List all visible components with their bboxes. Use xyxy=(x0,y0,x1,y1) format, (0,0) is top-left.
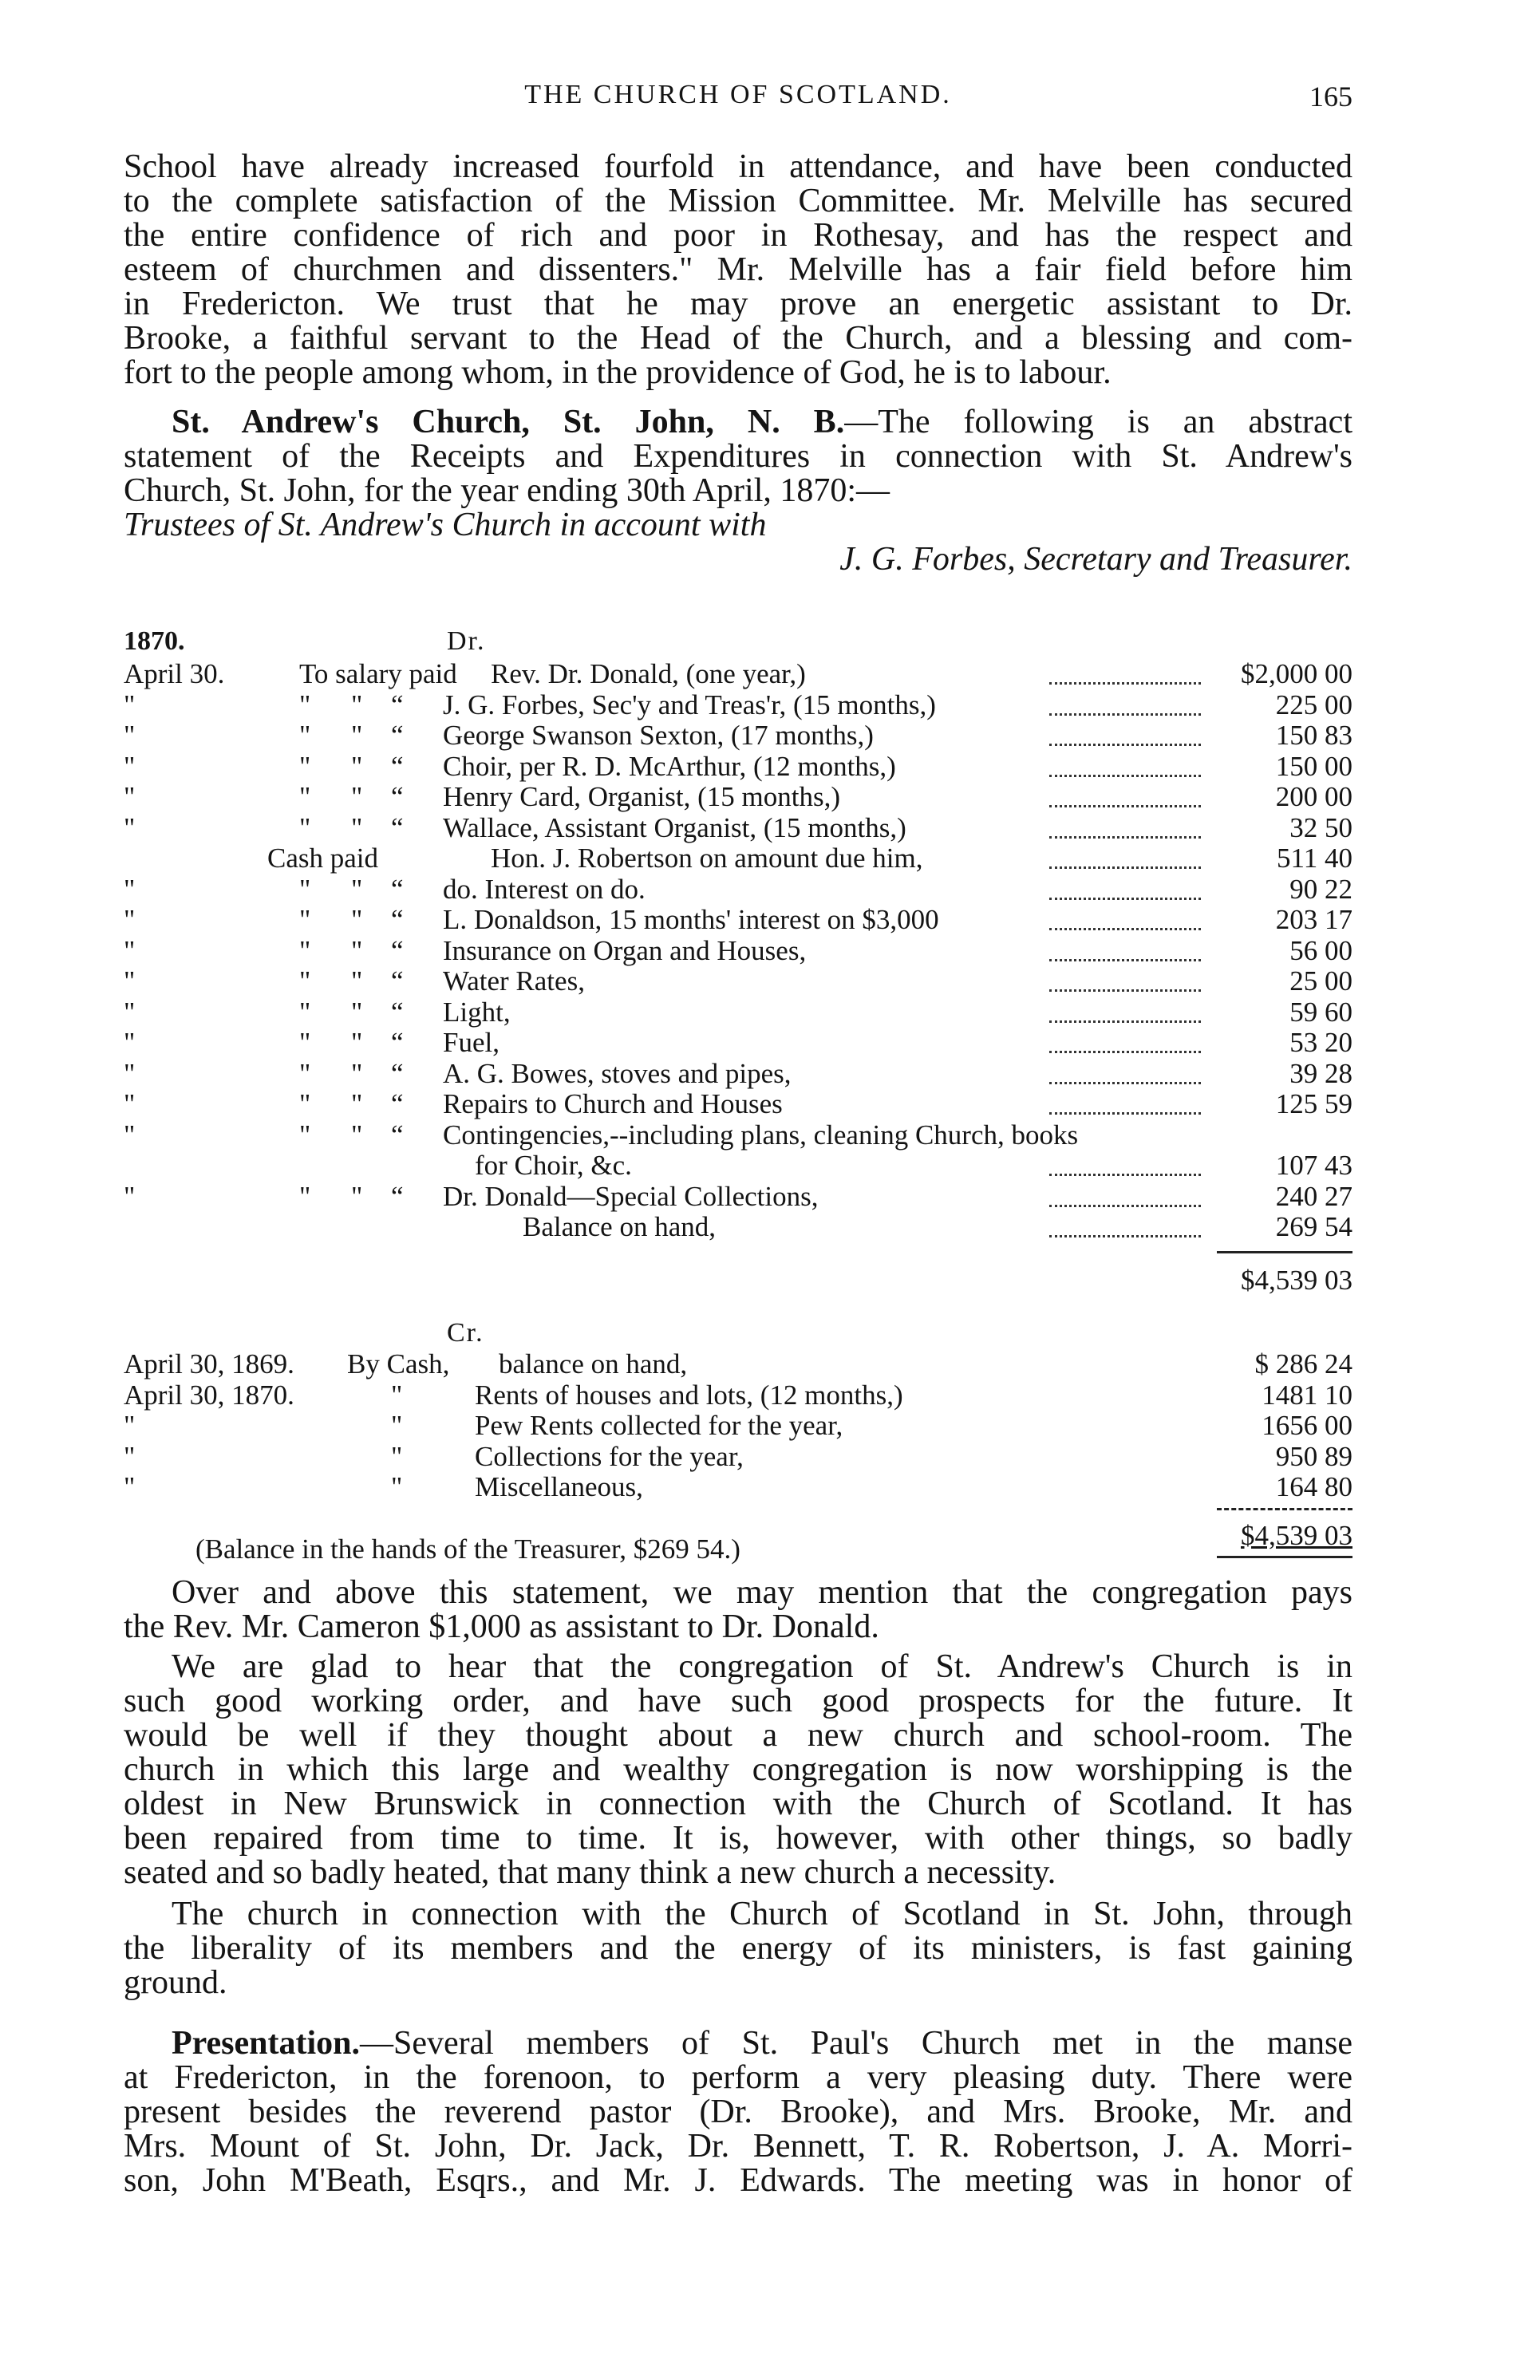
ledger-description: L. Donaldson, 15 months' interest on $3,000 xyxy=(443,904,939,935)
text-line: in Fredericton. We trust that he may prove an energetic assistant to Dr. xyxy=(124,286,1352,322)
ledger-row xyxy=(124,1027,1352,1057)
text-line: The church in connection with the Church of Scotland in St. John, through xyxy=(172,1896,1352,1932)
ditto-mark: " xyxy=(299,904,311,935)
dot-leader xyxy=(1049,1150,1201,1176)
ditto-mark: " xyxy=(299,750,311,782)
text-line: such good working order, and have such good prospects for the future. It xyxy=(124,1683,1352,1719)
total-rule xyxy=(1217,1251,1352,1253)
ledger-amount: 125 59 xyxy=(1275,1088,1352,1119)
ditto-mark: " xyxy=(351,781,363,812)
ledger-prefix: By Cash, xyxy=(347,1348,450,1379)
section-heading: St. Andrew's Church, St. John, N. B. xyxy=(172,404,845,440)
ledger-row xyxy=(124,1088,1352,1119)
ditto-mark: " xyxy=(299,996,311,1028)
ledger-description: Repairs to Church and Houses xyxy=(443,1088,783,1119)
ledger-date: " xyxy=(124,1180,136,1212)
dot-leader xyxy=(1049,781,1201,807)
text-line: been repaired from time to time. It is, however, with other things, so badly xyxy=(124,1820,1352,1857)
text-line xyxy=(124,2027,1352,2061)
ledger-description: George Swanson Sexton, (17 months,) xyxy=(443,720,874,751)
ledger-description: for Choir, &c. xyxy=(475,1150,632,1181)
ditto-mark: " xyxy=(299,689,311,720)
ledger-row xyxy=(124,1150,1352,1180)
ditto-mark: " xyxy=(299,1088,311,1119)
ledger-row xyxy=(124,781,1352,811)
dot-leader xyxy=(1049,935,1201,961)
balance-note: (Balance in the hands of the Treasurer, $269 54.) xyxy=(195,1533,740,1565)
text-line: seated and so badly heated, that many think a new church a necessity. xyxy=(124,1854,1056,1891)
section-heading: Presentation. xyxy=(172,2025,361,2062)
ledger-description: Contingencies,--including plans, cleaning Church, books xyxy=(443,1119,1079,1151)
ditto-mark: “ xyxy=(391,689,404,720)
ledger-row xyxy=(124,1348,1352,1379)
ledger-date: " xyxy=(124,1057,136,1089)
ledger-amount: 150 00 xyxy=(1275,750,1352,782)
intro-paragraph xyxy=(124,150,1352,390)
ditto-mark: “ xyxy=(391,1027,404,1058)
ledger-row xyxy=(124,1211,1352,1241)
ledger-amount: 39 28 xyxy=(1289,1057,1352,1089)
ditto-mark: " xyxy=(299,1119,311,1151)
ledger-row xyxy=(124,874,1352,904)
trustees-line: Trustees of St. Andrew's Church in account with xyxy=(124,507,767,543)
ditto-mark: " xyxy=(351,1088,363,1119)
ledger-row xyxy=(124,689,1352,720)
dot-leader xyxy=(1049,1088,1201,1115)
ledger-description: Light, xyxy=(443,996,511,1028)
ditto-mark: “ xyxy=(391,1088,404,1119)
over-paragraph xyxy=(124,1576,1352,1644)
debit-year: 1870. xyxy=(124,626,185,656)
ledger-date: April 30, 1869. xyxy=(124,1348,294,1379)
ditto-mark: " xyxy=(351,1057,363,1089)
ledger-description: Collections for the year, xyxy=(475,1440,744,1472)
ledger-amount: 511 40 xyxy=(1277,843,1352,874)
debit-total-row xyxy=(124,1265,1352,1295)
text-line: We are glad to hear that the congregation of St. Andrew's Church is in xyxy=(172,1648,1352,1685)
ledger-amount: 203 17 xyxy=(1275,904,1352,935)
dot-leader xyxy=(1049,1027,1201,1053)
ditto-mark: " xyxy=(351,965,363,997)
ledger-description: Water Rates, xyxy=(443,965,585,997)
ditto-mark: " xyxy=(299,720,311,751)
ledger-description: Henry Card, Organist, (15 months,) xyxy=(443,781,841,812)
dot-leader xyxy=(1049,1211,1201,1237)
ditto-mark: “ xyxy=(391,965,404,997)
ditto-mark: " xyxy=(351,1119,363,1151)
st-andrews-paragraph xyxy=(124,405,1352,577)
ditto-mark: “ xyxy=(391,1180,404,1212)
ledger-description: Pew Rents collected for the year, xyxy=(475,1410,843,1441)
text-line: present besides the reverend pastor (Dr. Brooke), and Mrs. Brooke, Mr. and xyxy=(124,2094,1352,2130)
ledger-row xyxy=(124,1058,1352,1088)
ditto-mark: “ xyxy=(391,781,404,812)
ledger-description: Balance on hand, xyxy=(523,1211,716,1242)
glad-paragraph xyxy=(124,1650,1352,1890)
ledger-row xyxy=(124,751,1352,781)
ditto-mark: " xyxy=(299,1180,311,1212)
ledger-amount: 90 22 xyxy=(1289,873,1352,905)
dot-leader xyxy=(1049,1181,1201,1207)
text-line: the liberality of its members and the energy of its ministers, is fast gaining xyxy=(124,1930,1352,1967)
ledger-description: Hon. J. Robertson on amount due him, xyxy=(491,843,923,874)
ledger-date: " xyxy=(124,1440,136,1472)
text-line: fort to the people among whom, in the providence of God, he is to labour. xyxy=(124,354,1112,391)
dot-leader xyxy=(1049,904,1201,930)
credit-total: $4,539 03 xyxy=(1241,1520,1352,1551)
dot-leader xyxy=(1049,812,1201,839)
ledger-row xyxy=(124,1119,1352,1150)
ledger-date: " xyxy=(124,873,136,905)
ledger-amount: 32 50 xyxy=(1289,811,1352,843)
ledger-amount: 950 89 xyxy=(1275,1440,1352,1472)
ledger-prefix: To salary paid xyxy=(299,658,457,689)
text-line: the entire confidence of rich and poor in Rothesay, and has the respect and xyxy=(124,217,1352,254)
ledger-description: A. G. Bowes, stoves and pipes, xyxy=(443,1057,792,1089)
page-number: 165 xyxy=(1309,81,1352,112)
ditto-mark: " xyxy=(299,1027,311,1058)
ditto-mark: “ xyxy=(391,904,404,935)
text-fragment: —The following is an abstract xyxy=(844,404,1352,440)
ledger-prefix: Cash paid xyxy=(267,843,379,874)
text-line: esteem of churchmen and dissenters." Mr. Melville has a fair field before him xyxy=(124,251,1352,288)
ledger-amount: 200 00 xyxy=(1275,781,1352,812)
ledger-row xyxy=(124,997,1352,1027)
ditto-mark: “ xyxy=(391,720,404,751)
ledger-date: " xyxy=(124,965,136,997)
ledger-date: " xyxy=(124,904,136,935)
text-line: School have already increased fourfold in attendance, and have been conducted xyxy=(124,148,1352,185)
ditto-mark: " xyxy=(351,873,363,905)
ledger-date: " xyxy=(124,811,136,843)
ledger-amount: 53 20 xyxy=(1289,1027,1352,1058)
dot-leader xyxy=(1049,689,1201,716)
ledger-amount: 1656 00 xyxy=(1262,1410,1352,1441)
ledger-date: " xyxy=(124,689,136,720)
ditto-mark: “ xyxy=(391,873,404,905)
ledger-row xyxy=(124,1441,1352,1471)
dot-leader xyxy=(1049,751,1201,777)
dot-leader xyxy=(1049,1058,1201,1084)
ditto-mark: " xyxy=(351,689,363,720)
ditto-mark: " xyxy=(299,934,311,966)
ledger-description: Miscellaneous, xyxy=(475,1471,643,1502)
ledger-date: " xyxy=(124,781,136,812)
dot-leader xyxy=(1049,843,1201,869)
ledger-amount: 164 80 xyxy=(1275,1471,1352,1502)
running-title: THE CHURCH OF SCOTLAND. xyxy=(524,80,952,109)
ledger-row xyxy=(124,935,1352,965)
ledger-row xyxy=(124,812,1352,843)
ledger-description: Choir, per R. D. McArthur, (12 months,) xyxy=(443,750,896,782)
ledger-row xyxy=(124,1471,1352,1502)
ledger-amount: 107 43 xyxy=(1275,1150,1352,1181)
ledger-date: " xyxy=(124,996,136,1028)
ditto-mark: “ xyxy=(391,750,404,782)
ledger-date: " xyxy=(124,1027,136,1058)
ledger-description: Rev. Dr. Donald, (one year,) xyxy=(491,658,806,689)
ditto-mark: “ xyxy=(391,811,404,843)
text-line xyxy=(124,405,1352,440)
ledger-date: " xyxy=(124,1410,136,1441)
debit-label: Dr. xyxy=(447,626,486,656)
connection-paragraph xyxy=(124,1897,1352,2000)
ledger-amount: 150 83 xyxy=(1275,720,1352,751)
ditto-mark: “ xyxy=(391,996,404,1028)
text-line: oldest in New Brunswick in connection with the Church of Scotland. It has xyxy=(124,1786,1352,1822)
ledger-prefix: " xyxy=(391,1471,403,1502)
credit-label: Cr. xyxy=(447,1318,484,1348)
text-line: church in which this large and wealthy congregation is now worshipping is the xyxy=(124,1751,1352,1788)
ledger-amount: 1481 10 xyxy=(1262,1379,1352,1411)
ledger-amount: 59 60 xyxy=(1289,996,1352,1028)
ledger-date: " xyxy=(124,1119,136,1151)
ledger-amount: 56 00 xyxy=(1289,934,1352,966)
ledger-prefix: " xyxy=(391,1410,403,1441)
ditto-mark: “ xyxy=(391,934,404,966)
ledger-description: Wallace, Assistant Organist, (15 months,) xyxy=(443,811,906,843)
ledger-row xyxy=(124,1410,1352,1440)
ledger-prefix: " xyxy=(391,1379,403,1411)
running-head xyxy=(124,80,1352,120)
ditto-mark: " xyxy=(351,811,363,843)
text-line: son, John M'Beath, Esqrs., and Mr. J. Edwards. The meeting was in honor of xyxy=(124,2162,1352,2199)
ledger-row xyxy=(124,1181,1352,1211)
ledger-row xyxy=(124,965,1352,996)
ledger-date: " xyxy=(124,934,136,966)
ditto-mark: " xyxy=(299,1057,311,1089)
ledger-description: J. G. Forbes, Sec'y and Treas'r, (15 months,) xyxy=(443,689,936,720)
ledger-row xyxy=(124,658,1352,689)
presentation-paragraph xyxy=(124,2027,1352,2198)
dot-leader xyxy=(1049,658,1201,685)
ledger-description: Insurance on Organ and Houses, xyxy=(443,934,807,966)
ledger-date: " xyxy=(124,720,136,751)
dot-leader xyxy=(1049,997,1201,1023)
ledger-prefix: " xyxy=(391,1440,403,1472)
ditto-mark: " xyxy=(351,1180,363,1212)
ledger-amount: $2,000 00 xyxy=(1241,658,1352,689)
ditto-mark: " xyxy=(351,720,363,751)
dot-leader xyxy=(1049,874,1201,900)
ledger-amount: 225 00 xyxy=(1275,689,1352,720)
ditto-mark: " xyxy=(351,750,363,782)
total-rule-credit xyxy=(1217,1508,1352,1510)
dot-leader xyxy=(1049,720,1201,746)
text-line: Church, St. John, for the year ending 30th April, 1870:— xyxy=(124,472,890,509)
text-fragment: —Several members of St. Paul's Church met in the manse xyxy=(360,2025,1352,2062)
text-line: Brooke, a faithful servant to the Head of the Church, and a blessing and com- xyxy=(124,320,1352,357)
ledger-description: balance on hand, xyxy=(499,1348,688,1379)
ledger-row xyxy=(124,1379,1352,1410)
ditto-mark: " xyxy=(299,781,311,812)
ledger-date: " xyxy=(124,1088,136,1119)
ledger-date: April 30, 1870. xyxy=(124,1379,294,1411)
debit-total: $4,539 03 xyxy=(1241,1265,1352,1296)
ditto-mark: " xyxy=(351,1027,363,1058)
ditto-mark: " xyxy=(299,965,311,997)
ledger-description: Dr. Donald—Special Collections, xyxy=(443,1180,819,1212)
text-line: the Rev. Mr. Cameron $1,000 as assistant to Dr. Donald. xyxy=(124,1608,879,1645)
text-line: Mrs. Mount of St. John, Dr. Jack, Dr. Bennett, T. R. Robertson, J. A. Morri- xyxy=(124,2128,1352,2165)
ledger-amount: 269 54 xyxy=(1275,1211,1352,1242)
ledger-description: do. Interest on do. xyxy=(443,873,646,905)
ledger-row xyxy=(124,904,1352,934)
dot-leader xyxy=(1049,965,1201,992)
ledger-row xyxy=(124,843,1352,873)
ledger-amount: $ 286 24 xyxy=(1254,1348,1352,1379)
double-rule xyxy=(1217,1556,1352,1558)
text-line: Over and above this statement, we may mention that the congregation pays xyxy=(172,1574,1352,1611)
text-line: ground. xyxy=(124,1964,227,2001)
ledger-date: April 30. xyxy=(124,658,225,689)
ledger-amount: 240 27 xyxy=(1275,1180,1352,1212)
text-line: statement of the Receipts and Expenditures in connection with St. Andrew's xyxy=(124,438,1352,475)
text-line: would be well if they thought about a new church and school-room. The xyxy=(124,1717,1352,1754)
ledger-description: Rents of houses and lots, (12 months,) xyxy=(475,1379,903,1411)
ditto-mark: " xyxy=(351,996,363,1028)
treasurer-line: J. G. Forbes, Secretary and Treasurer. xyxy=(839,541,1352,578)
ledger-date: " xyxy=(124,1471,136,1502)
ditto-mark: " xyxy=(299,873,311,905)
ditto-mark: “ xyxy=(391,1057,404,1089)
ditto-mark: “ xyxy=(391,1119,404,1151)
ditto-mark: " xyxy=(351,904,363,935)
ledger-date: " xyxy=(124,750,136,782)
ledger-amount: 25 00 xyxy=(1289,965,1352,997)
ledger-description: Fuel, xyxy=(443,1027,500,1058)
text-line: to the complete satisfaction of the Mission Committee. Mr. Melville has secured xyxy=(124,183,1352,219)
text-line: at Fredericton, in the forenoon, to perform a very pleasing duty. There were xyxy=(124,2059,1352,2096)
ditto-mark: " xyxy=(351,934,363,966)
ditto-mark: " xyxy=(299,811,311,843)
ledger-row xyxy=(124,720,1352,750)
